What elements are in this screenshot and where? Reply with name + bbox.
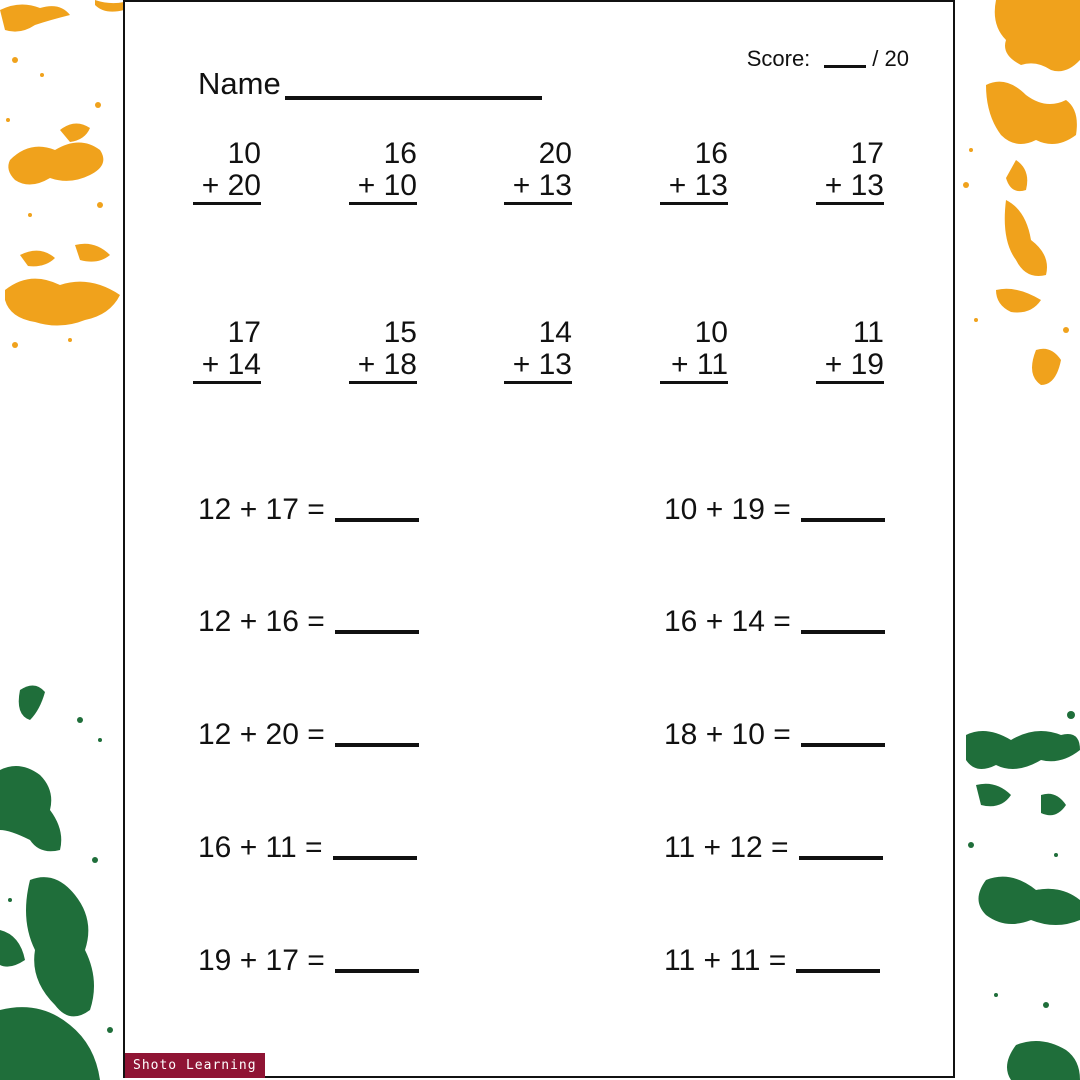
horizontal-problem <box>198 718 419 752</box>
vertical-problem <box>816 138 884 205</box>
answer-blank[interactable] <box>335 517 419 522</box>
vertical-problem <box>660 138 728 205</box>
orange-splatter-top-left <box>0 0 124 360</box>
problem-top-number: 20 <box>538 137 572 170</box>
orange-splatter-top-right <box>956 0 1080 390</box>
horizontal-problem <box>198 605 419 639</box>
problem-bottom-number: + 13 <box>660 170 728 205</box>
horizontal-problem <box>664 944 880 978</box>
answer-blank[interactable] <box>799 855 883 860</box>
vertical-problem <box>349 138 417 205</box>
problem-bottom-number: + 19 <box>816 349 884 384</box>
score-total: / 20 <box>872 46 909 71</box>
problem-top-number: 17 <box>850 137 884 170</box>
problem-top-number: 14 <box>538 316 572 349</box>
vertical-problem <box>504 317 572 384</box>
problem-top-number: 15 <box>383 316 417 349</box>
equation-text: 11 + 12 = <box>664 831 789 864</box>
equation-text: 12 + 20 = <box>198 718 325 751</box>
answer-blank[interactable] <box>796 968 880 973</box>
problem-bottom-number: + 13 <box>504 170 572 205</box>
answer-blank[interactable] <box>335 629 419 634</box>
worksheet-page <box>123 0 955 1078</box>
equation-text: 18 + 10 = <box>664 718 791 751</box>
horizontal-problem <box>198 493 419 527</box>
name-label: Name <box>198 66 281 101</box>
horizontal-problem <box>198 831 417 865</box>
answer-blank[interactable] <box>333 855 417 860</box>
problem-top-number: 11 <box>852 316 884 349</box>
problem-bottom-number: + 13 <box>504 349 572 384</box>
problem-bottom-number: + 11 <box>660 349 728 384</box>
problem-bottom-number: + 18 <box>349 349 417 384</box>
answer-blank[interactable] <box>335 968 419 973</box>
problem-top-number: 16 <box>383 137 417 170</box>
equation-text: 11 + 11 = <box>664 944 787 977</box>
vertical-problem <box>504 138 572 205</box>
answer-blank[interactable] <box>801 742 885 747</box>
equation-text: 12 + 16 = <box>198 605 325 638</box>
horizontal-problem <box>664 493 885 527</box>
name-field <box>198 66 542 102</box>
score-field <box>747 46 909 72</box>
equation-text: 16 + 14 = <box>664 605 791 638</box>
vertical-problem <box>349 317 417 384</box>
horizontal-problem <box>198 944 419 978</box>
horizontal-problem <box>664 605 885 639</box>
problem-bottom-number: + 14 <box>193 349 261 384</box>
problem-bottom-number: + 10 <box>349 170 417 205</box>
score-blank[interactable] <box>824 64 866 68</box>
green-splatter-bottom-right <box>956 705 1080 1080</box>
name-blank[interactable] <box>285 95 542 100</box>
equation-text: 10 + 19 = <box>664 493 791 526</box>
vertical-problem <box>193 138 261 205</box>
answer-blank[interactable] <box>801 629 885 634</box>
green-splatter-bottom-left <box>0 680 124 1080</box>
horizontal-problem <box>664 718 885 752</box>
brand-label: Shoto Learning <box>125 1053 265 1078</box>
vertical-problem <box>193 317 261 384</box>
answer-blank[interactable] <box>335 742 419 747</box>
problem-top-number: 10 <box>227 137 261 170</box>
problem-top-number: 17 <box>227 316 261 349</box>
vertical-problem <box>660 317 728 384</box>
problem-top-number: 10 <box>694 316 728 349</box>
problem-bottom-number: + 13 <box>816 170 884 205</box>
vertical-problem <box>816 317 884 384</box>
score-label: Score: <box>746 46 811 71</box>
horizontal-problem <box>664 831 883 865</box>
problem-top-number: 16 <box>694 137 728 170</box>
equation-text: 19 + 17 = <box>198 944 325 977</box>
equation-text: 12 + 17 = <box>198 493 325 526</box>
equation-text: 16 + 11 = <box>198 831 323 864</box>
answer-blank[interactable] <box>801 517 885 522</box>
problem-bottom-number: + 20 <box>193 170 261 205</box>
